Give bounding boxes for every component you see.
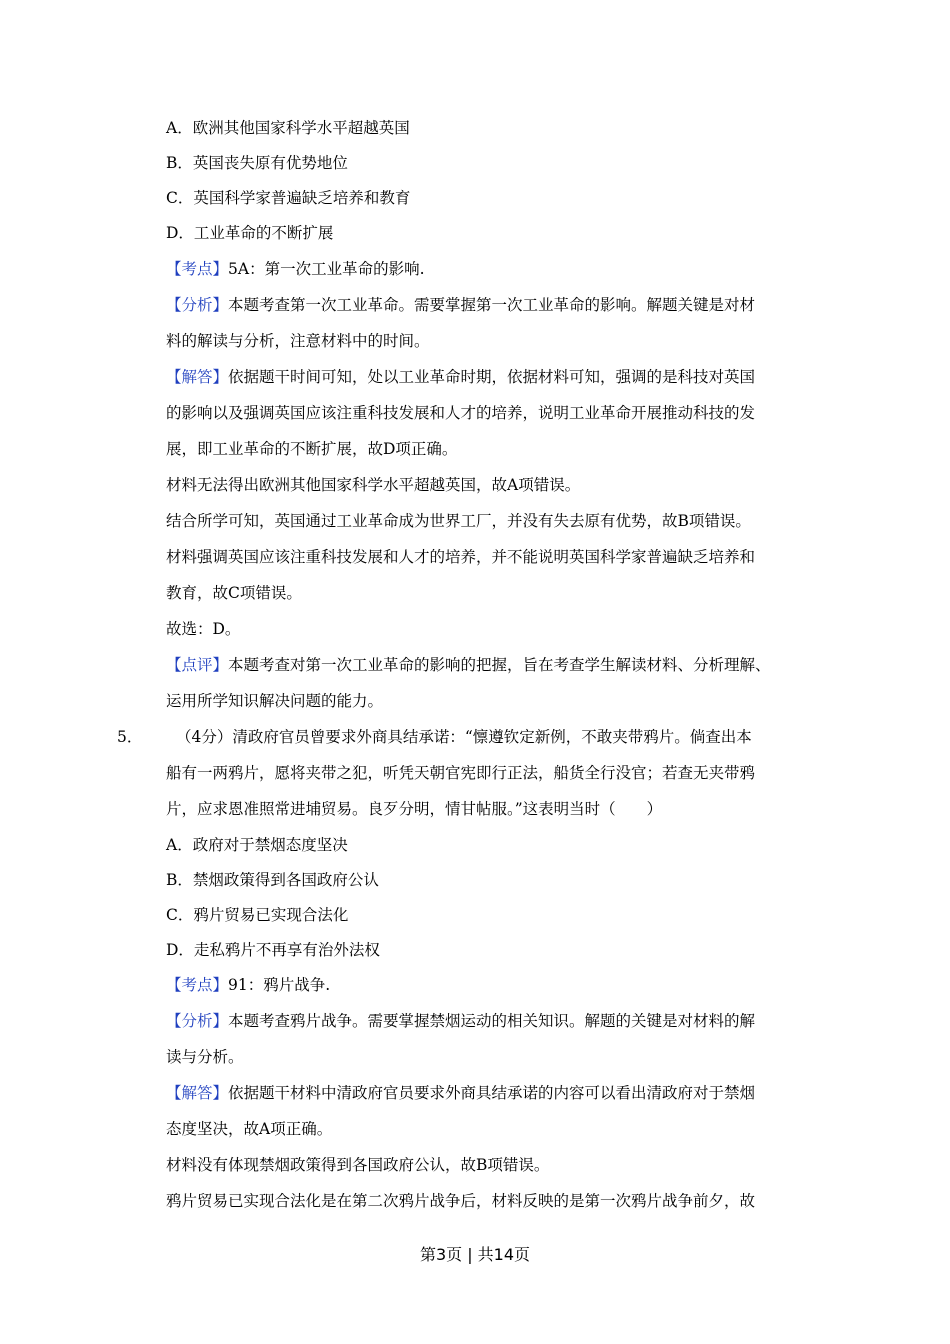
q4-fenxi [166, 294, 755, 316]
q4-dianping-cont: 运用所学知识解决问题的能力。 [166, 692, 384, 710]
q5-fenxi-cont: 读与分析。 [166, 1048, 244, 1066]
jieda-text: 依据题干时间可知，处以工业革命时期，依据材料可知，强调的是科技对英国 [228, 368, 756, 386]
q5-option-d: D．走私鸦片不再享有治外法权 [166, 941, 380, 959]
q4-explain-b: 结合所学可知，英国通过工业革命成为世界工厂，并没有失去原有优势，故B项错误。 [166, 512, 751, 530]
kaodian-tag: 【考点】 [166, 976, 229, 994]
q4-option-d: D．工业革命的不断扩展 [166, 224, 334, 242]
fenxi-text: 本题考查第一次工业革命。需要掌握第一次工业革命的影响。解题关键是对材 [228, 296, 756, 314]
q4-dianping [166, 654, 771, 676]
fenxi-tag: 【分析】 [166, 1012, 229, 1030]
q5-option-c: C．鸦片贸易已实现合法化 [166, 906, 349, 924]
jieda-tag: 【解答】 [166, 1084, 229, 1102]
q5-option-a: A．政府对于禁烟态度坚决 [166, 836, 348, 854]
q5-kaodian [166, 974, 330, 996]
q5-fenxi [166, 1010, 755, 1032]
kaodian-tag: 【考点】 [166, 260, 229, 278]
page-footer: 第3页 | 共14页 [419, 1245, 531, 1264]
q5-number: 5． [117, 728, 143, 746]
q5-stem-cont-1: 船有一两鸦片，愿将夹带之犯，听凭天朝官宪即行正法，船货全行没官；若查无夹带鸦 [166, 764, 756, 782]
q4-explain-c-cont: 教育，故C项错误。 [166, 584, 302, 602]
dianping-text: 本题考查对第一次工业革命的影响的把握，旨在考查学生解读材料、分析理解、 [228, 656, 771, 674]
jieda-tag: 【解答】 [166, 368, 229, 386]
q5-stem: （4分）清政府官员曾要求外商具结承诺：“懔遵钦定新例，不敢夹带鸦片。倘查出本 [176, 728, 752, 746]
q4-explain-c: 材料强调英国应该注重科技发展和人才的培养，并不能说明英国科学家普遍缺乏培养和 [166, 548, 756, 566]
q5-jieda-cont: 态度坚决，故A项正确。 [166, 1120, 333, 1138]
q5-option-b: B．禁烟政策得到各国政府公认 [166, 871, 379, 889]
q4-kaodian [166, 258, 425, 280]
q4-jieda-cont-2: 展，即工业革命的不断扩展，故D项正确。 [166, 440, 458, 458]
q5-explain-b: 材料没有体现禁烟政策得到各国政府公认，故B项错误。 [166, 1156, 550, 1174]
q4-answer: 故选：D。 [166, 620, 241, 638]
kaodian-text: 91：鸦片战争. [228, 976, 331, 994]
fenxi-tag: 【分析】 [166, 296, 229, 314]
q4-explain-a: 材料无法得出欧洲其他国家科学水平超越英国，故A项错误。 [166, 476, 581, 494]
fenxi-text: 本题考查鸦片战争。需要掌握禁烟运动的相关知识。解题的关键是对材料的解 [228, 1012, 756, 1030]
jieda-text: 依据题干材料中清政府官员要求外商具结承诺的内容可以看出清政府对于禁烟 [228, 1084, 756, 1102]
q4-fenxi-cont: 料的解读与分析，注意材料中的时间。 [166, 332, 430, 350]
q4-jieda [166, 366, 755, 388]
q4-jieda-cont-1: 的影响以及强调英国应该注重科技发展和人才的培养，说明工业革命开展推动科技的发 [166, 404, 756, 422]
kaodian-text: 5A：第一次工业革命的影响. [228, 260, 425, 278]
dianping-tag: 【点评】 [166, 656, 229, 674]
q5-stem-cont-2: 片，应求恩准照常进埔贸易。良歹分明，情甘帖服。”这表明当时（ ） [166, 800, 663, 818]
q4-option-c: C．英国科学家普遍缺乏培养和教育 [166, 189, 411, 207]
q5-explain-c: 鸦片贸易已实现合法化是在第二次鸦片战争后，材料反映的是第一次鸦片战争前夕，故 [166, 1192, 756, 1210]
q4-option-a: A．欧洲其他国家科学水平超越英国 [166, 119, 410, 137]
q5-jieda [166, 1082, 755, 1104]
q4-option-b: B．英国丧失原有优势地位 [166, 154, 348, 172]
